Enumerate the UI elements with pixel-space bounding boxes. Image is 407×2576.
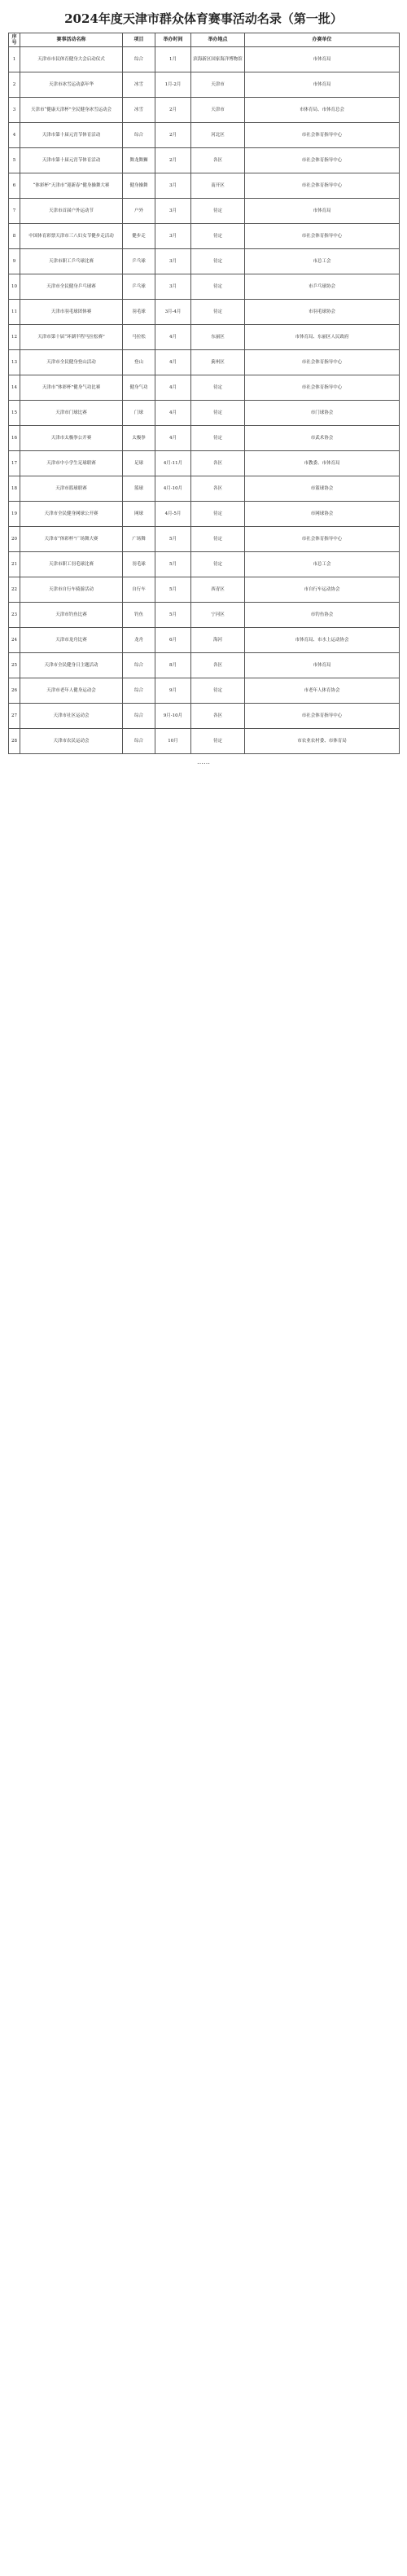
cell-name: 天津市老年人健身运动会: [20, 678, 123, 704]
cell-place: 河北区: [191, 123, 245, 148]
header-project: 项目: [123, 33, 155, 47]
cell-time: 6月: [155, 628, 191, 653]
cell-name: 天津市“健康天津杯”全民健身冰雪运动会: [20, 98, 123, 123]
table-row: [9, 729, 400, 754]
table-row: [9, 274, 400, 300]
cell-project: 钓鱼: [123, 603, 155, 628]
cell-seq: 8: [9, 224, 20, 249]
cell-project: 羽毛球: [123, 300, 155, 325]
cell-organizer: 市篮球协会: [245, 476, 400, 502]
table-row: [9, 678, 400, 704]
cell-organizer: 市自行车运动协会: [245, 577, 400, 603]
cell-organizer: 市社会体育指导中心: [245, 704, 400, 729]
cell-organizer: 市钓鱼协会: [245, 603, 400, 628]
cell-seq: 23: [9, 603, 20, 628]
cell-seq: 2: [9, 72, 20, 98]
cell-place: 待定: [191, 300, 245, 325]
cell-name: 天津市第十届“环湖半程马拉松赛”: [20, 325, 123, 350]
cell-place: 待定: [191, 502, 245, 527]
cell-project: 冰雪: [123, 98, 155, 123]
cell-seq: 28: [9, 729, 20, 754]
cell-organizer: 市乒乓球协会: [245, 274, 400, 300]
cell-time: 4月-5月: [155, 502, 191, 527]
cell-organizer: 市武术协会: [245, 426, 400, 451]
cell-name: 天津市门球比赛: [20, 401, 123, 426]
cell-organizer: 市教委、市体育局: [245, 451, 400, 476]
cell-time: 2月: [155, 148, 191, 173]
table-row: [9, 148, 400, 173]
cell-project: 综合: [123, 678, 155, 704]
header-name: 赛事活动名称: [20, 33, 123, 47]
table-row: [9, 451, 400, 476]
cell-seq: 7: [9, 199, 20, 224]
cell-name: 天津市全民健身日主题活动: [20, 653, 123, 678]
cell-time: 4月: [155, 401, 191, 426]
cell-project: 乒乓球: [123, 249, 155, 274]
cell-organizer: 市社会体育指导中心: [245, 350, 400, 375]
table-row: [9, 628, 400, 653]
cell-name: 天津市钓鱼比赛: [20, 603, 123, 628]
cell-name: 天津市全民健身乒乓球赛: [20, 274, 123, 300]
cell-project: 综合: [123, 123, 155, 148]
table-row: [9, 577, 400, 603]
table-row: [9, 552, 400, 577]
cell-project: 足球: [123, 451, 155, 476]
cell-place: 待定: [191, 224, 245, 249]
cell-seq: 17: [9, 451, 20, 476]
cell-time: 1月-2月: [155, 72, 191, 98]
cell-seq: 11: [9, 300, 20, 325]
cell-place: 待定: [191, 552, 245, 577]
cell-place: 待定: [191, 274, 245, 300]
cell-seq: 22: [9, 577, 20, 603]
table-row: [9, 325, 400, 350]
cell-time: 4月-11月: [155, 451, 191, 476]
cell-name: 天津市第十届元宵节体育活动: [20, 148, 123, 173]
cell-organizer: 市体育局、市体育总会: [245, 98, 400, 123]
cell-seq: 14: [9, 375, 20, 401]
cell-seq: 13: [9, 350, 20, 375]
cell-organizer: 市社会体育指导中心: [245, 173, 400, 199]
cell-place: 各区: [191, 451, 245, 476]
table-row: [9, 426, 400, 451]
cell-place: 蓟州区: [191, 350, 245, 375]
cell-seq: 3: [9, 98, 20, 123]
cell-name: 天津市自行车骑游活动: [20, 577, 123, 603]
cell-name: 天津市职工羽毛球比赛: [20, 552, 123, 577]
cell-project: 龙舟: [123, 628, 155, 653]
cell-project: 自行车: [123, 577, 155, 603]
document-title: 2024年度天津市群众体育赛事活动名录（第一批）: [64, 11, 343, 26]
events-table: [8, 33, 400, 754]
cell-name: 天津市太极拳公开赛: [20, 426, 123, 451]
cell-seq: 27: [9, 704, 20, 729]
cell-place: 宁河区: [191, 603, 245, 628]
cell-place: 待定: [191, 375, 245, 401]
table-row: [9, 375, 400, 401]
cell-organizer: 市体育局: [245, 47, 400, 72]
cell-time: 2月: [155, 123, 191, 148]
cell-time: 4月: [155, 325, 191, 350]
table-header-row: [9, 33, 400, 47]
cell-organizer: 市社会体育指导中心: [245, 148, 400, 173]
cell-place: 滨海新区国家海洋博物馆: [191, 47, 245, 72]
cell-name: 天津市全民健身登山活动: [20, 350, 123, 375]
cell-project: 乒乓球: [123, 274, 155, 300]
table-row: [9, 527, 400, 552]
cell-project: 羽毛球: [123, 552, 155, 577]
cell-name: 天津市农民运动会: [20, 729, 123, 754]
cell-seq: 24: [9, 628, 20, 653]
cell-time: 8月: [155, 653, 191, 678]
table-row: [9, 173, 400, 199]
cell-name: 天津市全民健身网球公开赛: [20, 502, 123, 527]
cell-place: 待定: [191, 527, 245, 552]
cell-seq: 12: [9, 325, 20, 350]
cell-time: 3月: [155, 173, 191, 199]
table-row: [9, 704, 400, 729]
cell-project: 综合: [123, 704, 155, 729]
cell-seq: 1: [9, 47, 20, 72]
cell-project: 综合: [123, 47, 155, 72]
cell-time: 3月: [155, 199, 191, 224]
cell-name: 天津市篮球联赛: [20, 476, 123, 502]
cell-name: 天津市羽毛球团体赛: [20, 300, 123, 325]
cell-time: 5月: [155, 603, 191, 628]
cell-organizer: 市老年人体育协会: [245, 678, 400, 704]
cell-project: 健身气功: [123, 375, 155, 401]
table-row: [9, 72, 400, 98]
cell-name: 天津市“体彩杯”广场舞大赛: [20, 527, 123, 552]
cell-place: 各区: [191, 653, 245, 678]
cell-project: 健身操舞: [123, 173, 155, 199]
more-rows-note: ……: [197, 758, 210, 766]
cell-time: 4月: [155, 426, 191, 451]
cell-place: 待定: [191, 729, 245, 754]
cell-time: 5月: [155, 552, 191, 577]
cell-project: 马拉松: [123, 325, 155, 350]
cell-organizer: 市总工会: [245, 249, 400, 274]
cell-seq: 26: [9, 678, 20, 704]
table-row: [9, 300, 400, 325]
cell-project: 太极拳: [123, 426, 155, 451]
cell-place: 东丽区: [191, 325, 245, 350]
cell-project: 篮球: [123, 476, 155, 502]
table-row: [9, 350, 400, 375]
cell-organizer: 市总工会: [245, 552, 400, 577]
cell-project: 网球: [123, 502, 155, 527]
cell-place: 天津市: [191, 98, 245, 123]
cell-seq: 18: [9, 476, 20, 502]
cell-place: 各区: [191, 704, 245, 729]
cell-time: 4月-10月: [155, 476, 191, 502]
table-row: [9, 98, 400, 123]
cell-project: 冰雪: [123, 72, 155, 98]
cell-name: 天津市市民体育健身大会启动仪式: [20, 47, 123, 72]
cell-time: 3月-4月: [155, 300, 191, 325]
header-place: 举办地点: [191, 33, 245, 47]
cell-place: 各区: [191, 148, 245, 173]
table-row: [9, 199, 400, 224]
cell-time: 1月: [155, 47, 191, 72]
cell-place: 海河: [191, 628, 245, 653]
cell-seq: 20: [9, 527, 20, 552]
cell-place: 天津市: [191, 72, 245, 98]
cell-organizer: 市羽毛球协会: [245, 300, 400, 325]
cell-place: 待定: [191, 401, 245, 426]
table-row: [9, 249, 400, 274]
cell-organizer: 市社会体育指导中心: [245, 375, 400, 401]
cell-time: 5月: [155, 577, 191, 603]
cell-seq: 4: [9, 123, 20, 148]
cell-time: 3月: [155, 249, 191, 274]
cell-seq: 25: [9, 653, 20, 678]
cell-project: 综合: [123, 653, 155, 678]
cell-time: 4月: [155, 350, 191, 375]
cell-seq: 6: [9, 173, 20, 199]
table-row: [9, 401, 400, 426]
cell-organizer: 市门球协会: [245, 401, 400, 426]
table-body: [9, 47, 400, 754]
cell-seq: 15: [9, 401, 20, 426]
cell-seq: 19: [9, 502, 20, 527]
cell-time: 4月: [155, 375, 191, 401]
header-seq: 序号: [9, 33, 20, 47]
cell-place: 待定: [191, 426, 245, 451]
cell-organizer: 市体育局: [245, 199, 400, 224]
cell-name: 中国体育彩票天津市三八妇女节健步走活动: [20, 224, 123, 249]
cell-name: 天津市社区运动会: [20, 704, 123, 729]
cell-project: 登山: [123, 350, 155, 375]
cell-name: 天津市“体彩杯”健身气功比赛: [20, 375, 123, 401]
cell-place: 西青区: [191, 577, 245, 603]
cell-name: 天津市龙舟比赛: [20, 628, 123, 653]
cell-time: 2月: [155, 98, 191, 123]
cell-organizer: 市社会体育指导中心: [245, 123, 400, 148]
table-row: [9, 224, 400, 249]
table-row: [9, 653, 400, 678]
table-row: [9, 502, 400, 527]
cell-name: 天津市职工乒乓球比赛: [20, 249, 123, 274]
cell-time: 3月: [155, 224, 191, 249]
cell-place: 待定: [191, 678, 245, 704]
cell-place: 待定: [191, 199, 245, 224]
cell-organizer: 市体育局、东丽区人民政府: [245, 325, 400, 350]
table-row: [9, 476, 400, 502]
cell-name: 天津市第十届元宵节体育活动: [20, 123, 123, 148]
cell-organizer: 市农业农村委、市体育局: [245, 729, 400, 754]
cell-seq: 16: [9, 426, 20, 451]
cell-place: 待定: [191, 249, 245, 274]
cell-project: 舞龙舞狮: [123, 148, 155, 173]
table-row: [9, 603, 400, 628]
cell-time: 9月: [155, 678, 191, 704]
cell-time: 9月-10月: [155, 704, 191, 729]
cell-seq: 10: [9, 274, 20, 300]
table-row: [9, 123, 400, 148]
cell-organizer: 市体育局、市水上运动协会: [245, 628, 400, 653]
cell-project: 综合: [123, 729, 155, 754]
cell-name: 天津市首届户外运动节: [20, 199, 123, 224]
cell-name: 天津市中小学生足球联赛: [20, 451, 123, 476]
cell-time: 3月: [155, 274, 191, 300]
cell-place: 各区: [191, 476, 245, 502]
cell-project: 门球: [123, 401, 155, 426]
cell-time: 5月: [155, 527, 191, 552]
cell-project: 户外: [123, 199, 155, 224]
cell-place: 南开区: [191, 173, 245, 199]
header-organizer: 办赛单位: [245, 33, 400, 47]
cell-name: “体彩杯”天津市“迎新春”健身操舞大赛: [20, 173, 123, 199]
cell-seq: 5: [9, 148, 20, 173]
cell-seq: 9: [9, 249, 20, 274]
cell-organizer: 市社会体育指导中心: [245, 527, 400, 552]
cell-organizer: 市网球协会: [245, 502, 400, 527]
cell-name: 天津市冰雪运动嘉年华: [20, 72, 123, 98]
header-time: 举办时间: [155, 33, 191, 47]
table-row: [9, 47, 400, 72]
cell-organizer: 市体育局: [245, 72, 400, 98]
cell-seq: 21: [9, 552, 20, 577]
cell-time: 10月: [155, 729, 191, 754]
cell-organizer: 市社会体育指导中心: [245, 224, 400, 249]
cell-project: 广场舞: [123, 527, 155, 552]
cell-project: 健步走: [123, 224, 155, 249]
cell-organizer: 市体育局: [245, 653, 400, 678]
